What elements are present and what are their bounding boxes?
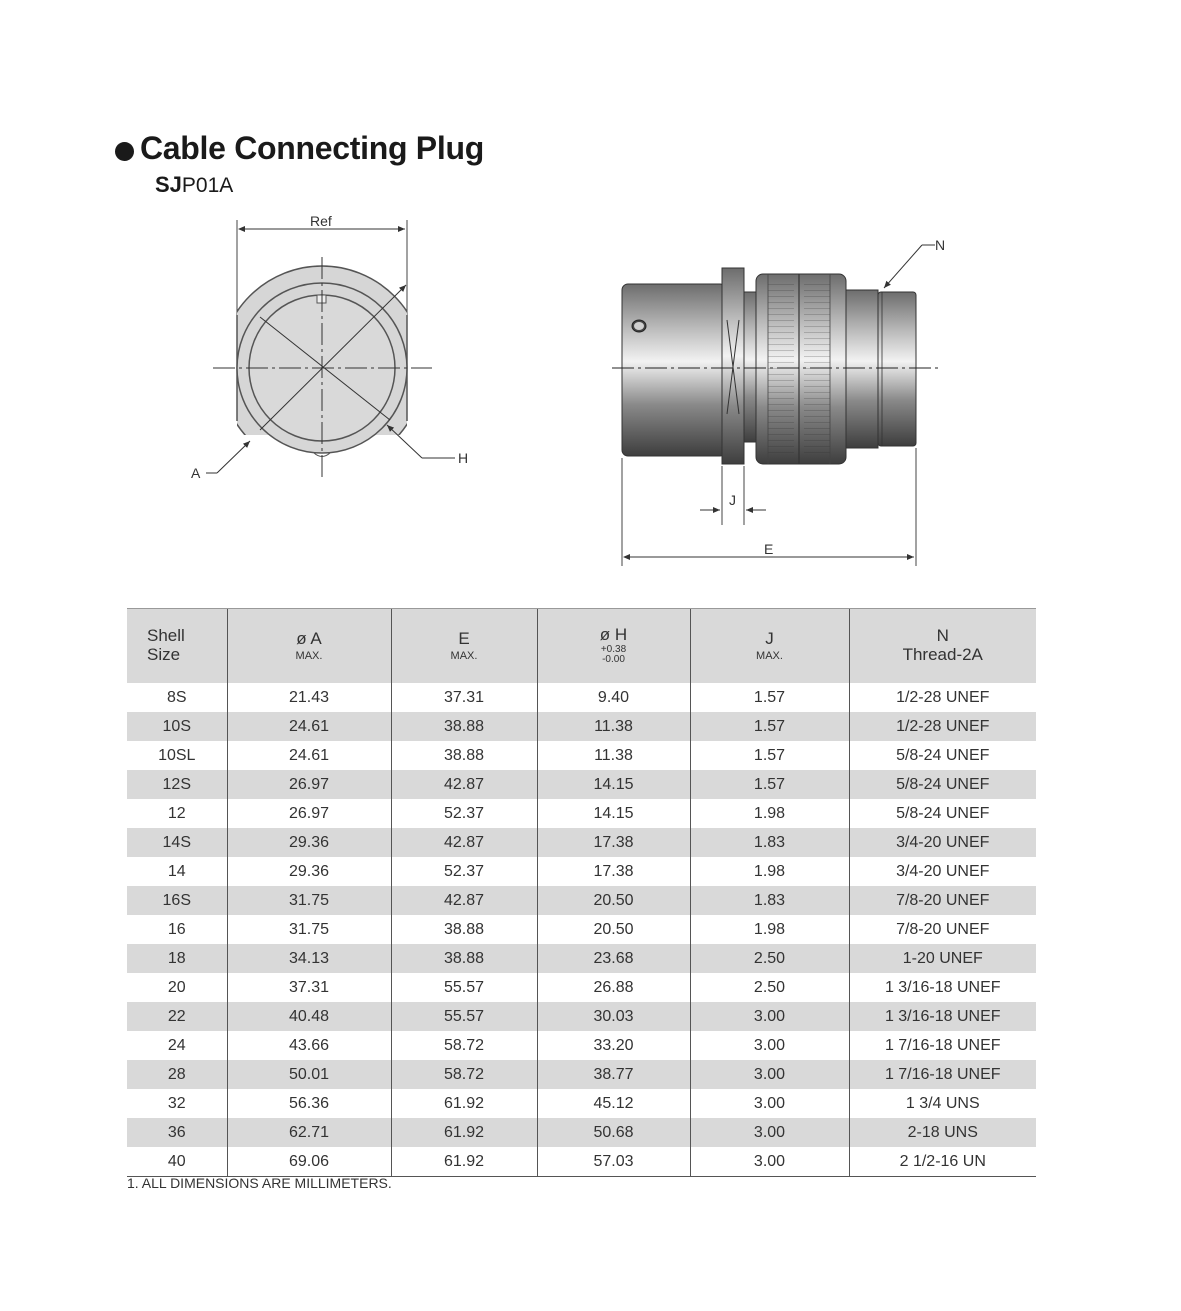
table-cell: 3.00 [690, 1002, 849, 1031]
table-cell: 29.36 [227, 828, 391, 857]
table-cell: 5/8-24 UNEF [849, 741, 1036, 770]
bullet-icon [115, 142, 134, 161]
table-row [127, 1089, 1036, 1118]
table-cell: 50.01 [227, 1060, 391, 1089]
table-cell: 34.13 [227, 944, 391, 973]
table-cell: 31.75 [227, 886, 391, 915]
footnote: 1. ALL DIMENSIONS ARE MILLIMETERS. [127, 1175, 392, 1191]
table-cell: 40 [127, 1147, 227, 1177]
table-cell: 7/8-20 UNEF [849, 886, 1036, 915]
table-cell: 55.57 [391, 973, 537, 1002]
table-cell: 2-18 UNS [849, 1118, 1036, 1147]
table-cell: 1 3/16-18 UNEF [849, 973, 1036, 1002]
table-cell: 1-20 UNEF [849, 944, 1036, 973]
n-label: N [935, 237, 946, 253]
header-j: J MAX. [690, 609, 849, 684]
table-cell: 45.12 [537, 1089, 690, 1118]
table-cell: 16S [127, 886, 227, 915]
table-cell: 32 [167, 1094, 186, 1112]
table-cell: 7/8-20 UNEF [849, 915, 1036, 944]
table-row [127, 828, 1036, 857]
table-row [127, 1031, 1036, 1060]
table-row [127, 915, 1036, 944]
ref-label: Ref [310, 213, 332, 229]
table-row [127, 1147, 1036, 1177]
table-cell: 3/4-20 UNEF [849, 857, 1036, 886]
table-cell: 30.03 [537, 1002, 690, 1031]
table-cell: 56.36 [227, 1089, 391, 1118]
table-cell: 22 [127, 1002, 227, 1031]
table-cell: 3.00 [690, 1060, 849, 1089]
table-cell: 11.38 [537, 712, 690, 741]
table-cell: 1.57 [690, 770, 849, 799]
table-cell: 20.50 [537, 886, 690, 915]
table-cell: 37.31 [227, 973, 391, 1002]
header-n: N Thread-2A [849, 609, 1036, 684]
table-cell: 1 7/16-18 UNEF [849, 1031, 1036, 1060]
table-cell: 3/4-20 UNEF [849, 828, 1036, 857]
table-cell: 20 [167, 978, 186, 996]
table-cell: 1.83 [690, 828, 849, 857]
h-label: H [458, 450, 469, 466]
table-cell: 3.00 [690, 1031, 849, 1060]
table-cell: 1.57 [690, 741, 849, 770]
table-row [127, 944, 1036, 973]
table-body [127, 683, 1036, 1177]
table-row [127, 1002, 1036, 1031]
table-cell: 5/8-24 UNEF [849, 799, 1036, 828]
table-cell: 52.37 [391, 799, 537, 828]
table-cell: 62.71 [227, 1118, 391, 1147]
table-cell: 17.38 [537, 828, 690, 857]
table-cell: 14S [127, 828, 227, 857]
header-a: ø A MAX. [227, 609, 391, 684]
table-cell: 33.20 [537, 1031, 690, 1060]
table-row [127, 1060, 1036, 1089]
table-cell: 61.92 [391, 1089, 537, 1118]
table-row [127, 741, 1036, 770]
table-cell: 38.88 [391, 741, 537, 770]
e-label: E [764, 541, 774, 557]
table-cell: 31.75 [227, 915, 391, 944]
table-row [127, 799, 1036, 828]
table-cell: 57.03 [537, 1147, 690, 1177]
table-cell: 5/8-24 UNEF [849, 770, 1036, 799]
table-cell: 38.77 [537, 1060, 690, 1089]
table-cell: 38.88 [391, 915, 537, 944]
table-cell: 52.37 [391, 857, 537, 886]
table-cell: 43.66 [227, 1031, 391, 1060]
table-header-row [127, 609, 1036, 684]
table-cell: 1 3/16-18 UNEF [849, 1002, 1036, 1031]
table-cell: 42.87 [391, 770, 537, 799]
table-cell: 12S [127, 770, 227, 799]
table-cell: 42.87 [391, 828, 537, 857]
a-label: A [191, 465, 201, 481]
table-cell: 18 [127, 944, 227, 973]
table-row [127, 1118, 1036, 1147]
table-cell: 2.50 [690, 973, 849, 1002]
table-row [127, 683, 1036, 712]
table-cell: 10S [127, 712, 227, 741]
table-cell: 1.98 [690, 915, 849, 944]
table-row [127, 857, 1036, 886]
table-cell: 58.72 [391, 1031, 537, 1060]
table-row [127, 770, 1036, 799]
page-title: Cable Connecting Plug [140, 130, 484, 166]
table-cell: 36 [127, 1118, 227, 1147]
table-cell: 1.57 [690, 683, 849, 712]
table-cell: 14.15 [537, 770, 690, 799]
table-cell: 1/2-28 UNEF [849, 712, 1036, 741]
table-row [127, 973, 1036, 1002]
header-e: E MAX. [391, 609, 537, 684]
table-cell: 69.06 [227, 1147, 391, 1177]
model-prefix: SJ [155, 172, 182, 197]
table-cell: 10SL [158, 746, 196, 764]
table-cell: 26.88 [537, 973, 690, 1002]
table-cell: 9.40 [537, 683, 690, 712]
table-cell: 24.61 [227, 712, 391, 741]
table-row [127, 886, 1036, 915]
table-cell: 1.83 [690, 886, 849, 915]
dimension-table [127, 608, 1036, 1177]
table-cell: 58.72 [391, 1060, 537, 1089]
table-cell: 1/2-28 UNEF [849, 683, 1036, 712]
table-cell: 1.98 [690, 857, 849, 886]
table-row [127, 712, 1036, 741]
table-cell: 61.92 [391, 1118, 537, 1147]
header-shell-size: Shell Size [127, 609, 227, 684]
table-cell: 11.38 [537, 741, 690, 770]
table-cell: 1 3/4 UNS [849, 1089, 1036, 1118]
table-cell: 29.36 [227, 857, 391, 886]
j-label: J [729, 492, 736, 508]
table-cell: 38.88 [391, 712, 537, 741]
table-cell: 3.00 [690, 1089, 849, 1118]
table-cell: 1.98 [690, 799, 849, 828]
table-cell: 24.61 [227, 741, 391, 770]
side-view-drawing [600, 230, 970, 575]
table-cell: 20.50 [537, 915, 690, 944]
table-cell: 3.00 [690, 1118, 849, 1147]
front-view-drawing [180, 205, 500, 495]
table-cell: 55.57 [391, 1002, 537, 1031]
table-cell: 26.97 [227, 770, 391, 799]
table-cell: 26.97 [227, 799, 391, 828]
table-cell: 14.15 [537, 799, 690, 828]
header-h: ø H +0.38 -0.00 [537, 609, 690, 684]
table-cell: 21.43 [227, 683, 391, 712]
table-cell: 38.88 [391, 944, 537, 973]
table-cell: 42.87 [391, 886, 537, 915]
table-cell: 3.00 [690, 1147, 849, 1177]
table-cell: 61.92 [391, 1147, 537, 1177]
table-cell: 1.57 [690, 712, 849, 741]
table-cell: 14 [167, 862, 186, 880]
table-cell: 2.50 [690, 944, 849, 973]
table-cell: 12 [167, 804, 186, 822]
table-cell: 17.38 [537, 857, 690, 886]
table-cell: 37.31 [391, 683, 537, 712]
table-cell: 24 [167, 1036, 186, 1054]
table-cell: 28 [127, 1060, 227, 1089]
table-cell: 1 7/16-18 UNEF [849, 1060, 1036, 1089]
table-cell: 40.48 [227, 1002, 391, 1031]
table-cell: 8S [166, 688, 187, 706]
table-cell: 50.68 [537, 1118, 690, 1147]
model-suffix: P01A [181, 174, 234, 197]
table-cell: 2 1/2-16 UN [849, 1147, 1036, 1177]
model-number [155, 172, 233, 198]
table-cell: 16 [167, 920, 186, 938]
table-cell: 23.68 [537, 944, 690, 973]
